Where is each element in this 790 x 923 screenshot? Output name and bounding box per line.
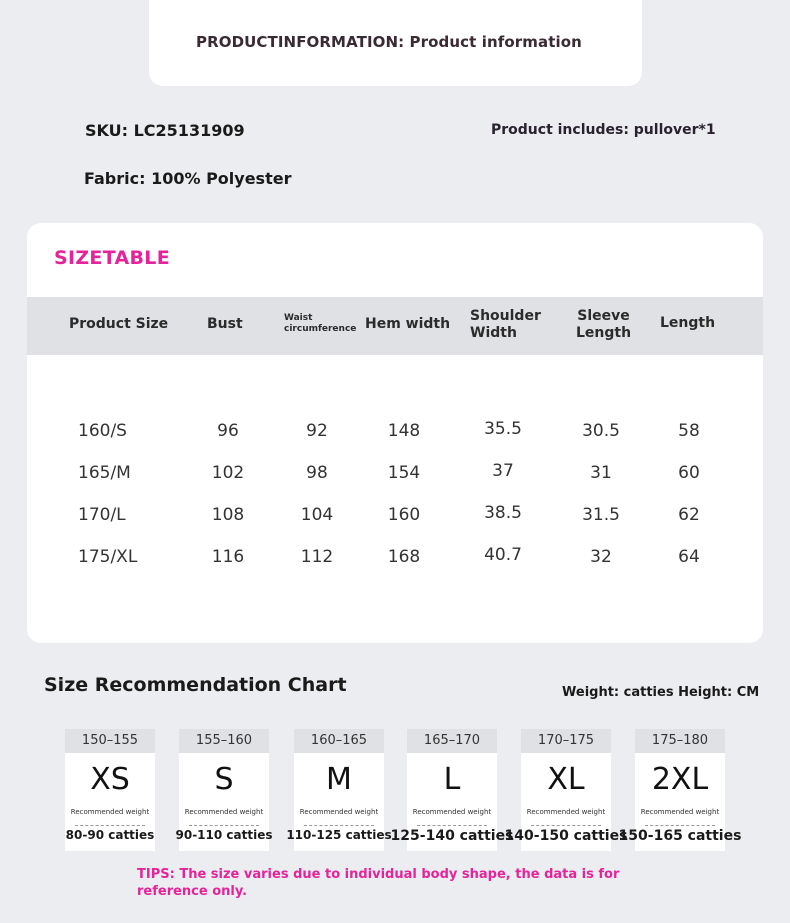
measurement-cell: 40.7 — [484, 545, 522, 565]
recommended-weight-label: Recommended weight — [526, 808, 606, 816]
measurement-cell: 116 — [211, 547, 245, 567]
height-range: 160–165 — [294, 729, 384, 753]
recommended-weight-label: Recommended weight — [184, 808, 264, 816]
size-letter: XL — [547, 762, 585, 797]
height-range: 170–175 — [521, 729, 611, 753]
header-sleeve-length — [576, 308, 631, 342]
tips-note: TIPS: The size varies due to individual body shape, the data is for reference only. — [137, 867, 620, 899]
measurement-cell: 154 — [387, 463, 421, 483]
size-letter: M — [326, 762, 352, 797]
height-range: 155–160 — [179, 729, 269, 753]
header-shoulder-width — [470, 308, 541, 342]
measurement-cell: 38.5 — [484, 503, 522, 523]
fabric-label: Fabric: 100% Polyester — [84, 169, 292, 188]
size-cell: 170/L — [78, 505, 126, 525]
size-cell: 165/M — [78, 463, 131, 483]
size-recommendation-card — [175, 729, 273, 851]
measurement-cell: 98 — [306, 463, 328, 483]
header-waist-line-1: Waist — [284, 313, 313, 323]
size-recommendation-card — [65, 729, 155, 851]
header-waist — [284, 313, 356, 335]
divider — [645, 825, 715, 826]
size-table-header — [27, 297, 763, 355]
header-sleeve-line-2: Length — [576, 325, 632, 341]
measurement-cell: 62 — [678, 505, 700, 525]
size-table-title: SIZETABLE — [54, 247, 170, 269]
product-info-card — [149, 0, 642, 86]
size-letter: 2XL — [651, 762, 709, 797]
size-cell: 160/S — [78, 421, 127, 441]
recommended-weight-label: Recommended weight — [640, 808, 720, 816]
divider — [417, 825, 487, 826]
measurement-cell: 104 — [300, 505, 334, 525]
recommended-weight-label: Recommended weight — [70, 808, 150, 816]
size-recommendation-card — [390, 729, 514, 851]
header-shoulder-line-1: Shoulder — [470, 308, 541, 324]
measurement-cell: 108 — [211, 505, 245, 525]
header-hem-width: Hem width — [365, 316, 451, 332]
height-range: 150–155 — [65, 729, 155, 753]
weight-range: 150-165 catties — [618, 828, 742, 844]
measurement-cell: 31.5 — [582, 505, 620, 525]
header-sleeve-line-1: Sleeve — [577, 308, 630, 324]
measurement-cell: 37 — [492, 461, 514, 481]
measurement-cell: 92 — [306, 421, 328, 441]
size-letter: S — [214, 762, 234, 797]
weight-range: 80-90 catties — [65, 828, 155, 842]
weight-range: 110-125 catties — [286, 828, 392, 842]
measurement-cell: 148 — [387, 421, 421, 441]
measurement-cell: 31 — [590, 463, 612, 483]
weight-range: 125-140 catties — [390, 828, 514, 844]
recommended-weight-label: Recommended weight — [412, 808, 492, 816]
measurement-cell: 58 — [678, 421, 700, 441]
sku-label: SKU: LC25131909 — [85, 121, 245, 140]
measurement-cell: 32 — [590, 547, 612, 567]
measurement-cell: 102 — [211, 463, 245, 483]
weight-range: 90-110 catties — [175, 828, 273, 842]
size-cell: 175/XL — [78, 547, 138, 567]
product-includes-label: Product includes: pullover*1 — [491, 122, 716, 138]
recommendation-units: Weight: catties Height: CM — [562, 685, 760, 700]
header-product-size: Product Size — [69, 316, 169, 332]
size-table-card — [27, 223, 763, 643]
recommendation-title: Size Recommendation Chart — [44, 674, 347, 696]
product-info-title: PRODUCTINFORMATION: Product information — [196, 33, 582, 51]
height-range: 175–180 — [635, 729, 725, 753]
size-recommendation-card — [618, 729, 742, 851]
header-waist-line-2: circumference — [284, 324, 357, 334]
divider — [531, 825, 601, 826]
measurement-cell: 30.5 — [582, 421, 620, 441]
measurement-cell: 60 — [678, 463, 700, 483]
size-letter: L — [443, 762, 461, 797]
measurement-cell: 112 — [300, 547, 334, 567]
divider — [75, 825, 145, 826]
size-recommendation-card — [286, 729, 392, 851]
divider — [304, 825, 374, 826]
header-bust: Bust — [207, 316, 243, 332]
measurement-cell: 96 — [217, 421, 239, 441]
measurement-cell: 64 — [678, 547, 700, 567]
weight-range: 140-150 catties — [504, 828, 628, 844]
header-shoulder-line-2: Width — [470, 325, 517, 341]
height-range: 165–170 — [407, 729, 497, 753]
size-recommendation-card — [504, 729, 628, 851]
measurement-cell: 168 — [387, 547, 421, 567]
measurement-cell: 160 — [387, 505, 421, 525]
header-length: Length — [660, 315, 716, 331]
recommended-weight-label: Recommended weight — [299, 808, 379, 816]
divider — [189, 825, 259, 826]
measurement-cell: 35.5 — [484, 419, 522, 439]
size-letter: XS — [90, 762, 130, 797]
